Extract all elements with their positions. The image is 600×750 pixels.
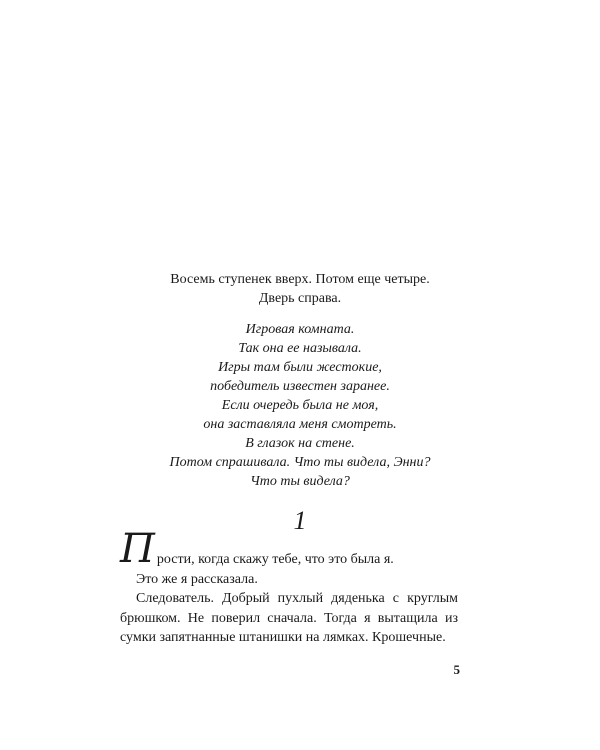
paragraph-text: рости, когда скажу тебе, что это была я. [156,552,394,567]
epigraph-line: В глазок на стене. [245,436,355,451]
epigraph-line: Игровая комната. [245,322,355,337]
epigraph-italic [0,320,600,491]
paragraph: Следователь. Добрый пухлый дяденька с круглым брюшком. Не поверил сначала. Тогда я вытащила из сумки запятнанные штанишки на лямках. Крошечные. [120,591,458,645]
paragraph [120,526,458,572]
epigraph-line: Игры там были жестокие, [218,360,382,375]
epigraph-plain [0,270,600,308]
paragraph: Это же я рассказала. [136,571,258,587]
epigraph-line: Дверь справа. [258,291,342,306]
epigraph-line: Что ты видела? [250,474,350,489]
epigraph-line: Потом спрашивала. Что ты видела, Энни? [169,455,431,470]
epigraph-line: Если очередь была не моя, [221,398,379,413]
epigraph-line: она заставляла меня смотреть. [203,417,397,432]
page-number: 5 [453,662,460,677]
epigraph-line: Так она ее называла. [238,341,362,356]
chapter-number: 1 [293,506,307,535]
epigraph-line: победитель известен заранее. [210,379,390,394]
drop-cap: П [120,526,155,572]
chapter-body [120,526,458,648]
epigraph-line: Восемь ступенек вверх. Потом еще четыре. [170,272,430,287]
